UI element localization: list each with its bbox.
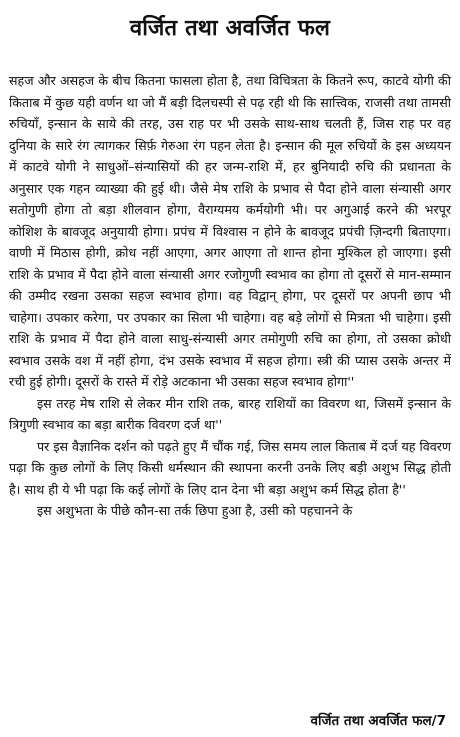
paragraph-4: इस अशुभता के पीछे कौन-सा तर्क छिपा हुआ है, उसी को पहचानने के: [37, 503, 353, 518]
page-footer: वर्जित तथा अवर्जित फल/7: [310, 713, 446, 729]
body-text: [9, 70, 451, 522]
paragraph-1: सहज और असहज के बीच कितना फासला होता है, तथा विचित्रता के कितने रूप, काटवे योगी की किताब में कुछ यही वर्णन था जो मैं बड़ी दिलचस्पी से पढ़ रही थी कि सात्त्विक, राजसी तथा तामसी रुचियाँ, इन्सान के साये की तरह, उस राह पर भी उसके साथ-साथ चलती हैं, जिस राह पर वह दुनिया के सारे रंग त्यागकर सिर्फ़ गेरुआ रंग पहन लेता है। इन्सान की मूल रुचियों के इस अध्ययन में काटवे योगी ने साधुओं–संन्यासियों की हर जन्म-राशि में, हर बुनियादी रुचि की प्रधानता के अनुसार एक गहन व्याख्या की हुई थी। जैसे मेष राशि के प्रभाव से पैदा होने वाला संन्यासी अगर सतोगुणी होगा तो बड़ा शीलवान होगा, वैराग्यमय कर्मयोगी भी। पर अगुआई करने की भरपूर कोशिश के बावजूद अनुयायी होगा। प्रपंच में विश्वास न होने के बावजूद प्रपंची ज़िन्दगी बिताएगा। वाणी में मिठास होगी, क्रोध नहीं आएगा, अगर आएगा तो शान्त होना मुश्किल हो जाएगा। इसी राशि के प्रभाव में पैदा होने वाला संन्यासी अगर रजोगुणी स्वभाव का होगा तो दूसरों से मान-सम्मान की उम्मीद रखना उसका सहज स्वभाव होगा। वह विद्वान् होगा, पर दूसरों पर अपनी छाप भी चाहेगा। उपकार करेगा, पर उपकार का सिला भी चाहेगा। वह बड़े लोगों से मित्रता भी चाहेगा। इसी राशि के प्रभाव में पैदा होने वाला साधु-संन्यासी अगर तमोगुणी रुचि का होगा, तो उसका क्रोधी स्वभाव उसके वश में नहीं होगा, दंभ उसके स्वभाव में सहज होगा। स्त्री की प्यास उसके अन्तर में रची हुई होगी। दूसरों के रास्ते में रोड़े अटकाना भी उसका सहज स्वभाव होगा'': [9, 73, 452, 389]
paragraph-3: पर इस वैज्ञानिक दर्शन को पढ़ते हुए मैं चौंक गई, जिस समय लाल किताब में दर्ज यह विवरण पढ़ा कि कुछ लोगों के लिए किसी धर्मस्थान की स्थापना करनी उनके लिए बड़ी अशुभ सिद्ध होती है। साथ ही ये भी पढ़ा कि कई लोगों के लिए दान देना भी बड़ा अशुभ कर्म सिद्ध होता है'': [9, 438, 451, 497]
page-title: वर्जित तथा अवर्जित फल: [129, 16, 331, 41]
paragraph-2: इस तरह मेष राशि से लेकर मीन राशि तक, बारह राशियों का विवरण था, जिसमें इन्सान के त्रिगुणी स्वभाव का बड़ा बारीक विवरण दर्ज था'': [9, 395, 451, 432]
